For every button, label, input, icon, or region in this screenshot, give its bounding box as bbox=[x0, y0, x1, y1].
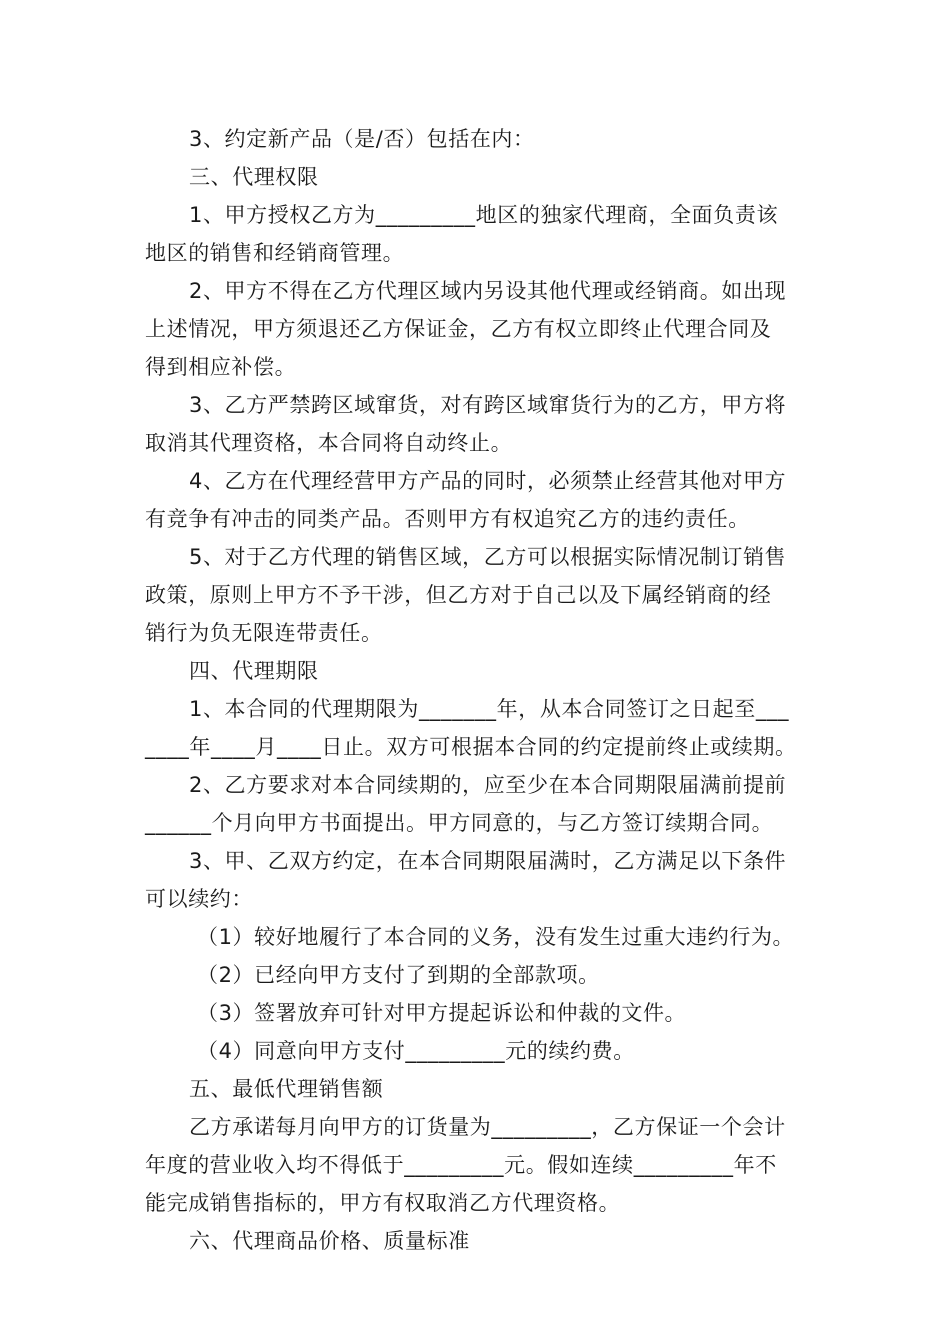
text-line: 年度的营业收入均不得低于_________元。假如连续_________年不 bbox=[145, 1153, 777, 1177]
text-line: 2、乙方要求对本合同续期的，应至少在本合同期限届满前提前 bbox=[189, 773, 787, 797]
list-item: （4）同意向甲方支付_________元的续约费。 bbox=[197, 1039, 635, 1063]
list-item: （3）签署放弃可针对甲方提起诉讼和仲裁的文件。 bbox=[197, 1001, 687, 1025]
text-line: 有竞争有冲击的同类产品。否则甲方有权追究乙方的违约责任。 bbox=[145, 507, 750, 531]
text-line: 可以续约： bbox=[145, 887, 253, 911]
section-heading: 五、最低代理销售额 bbox=[189, 1077, 384, 1101]
text-line: 1、本合同的代理期限为_______年，从本合同签订之日起至___ bbox=[189, 697, 790, 721]
text-line: 1、甲方授权乙方为_________地区的独家代理商，全面负责该 bbox=[189, 203, 779, 227]
text-line: 地区的销售和经销商管理。 bbox=[145, 241, 405, 265]
text-line: 取消其代理资格，本合同将自动终止。 bbox=[145, 431, 513, 455]
text-line: 得到相应补偿。 bbox=[145, 355, 297, 379]
text-line: 4、乙方在代理经营甲方产品的同时，必须禁止经营其他对甲方 bbox=[189, 469, 787, 493]
text-line: 政策，原则上甲方不予干涉，但乙方对于自己以及下属经销商的经 bbox=[145, 583, 772, 607]
text-line: 能完成销售指标的，甲方有权取消乙方代理资格。 bbox=[145, 1191, 621, 1215]
section-heading: 四、代理期限 bbox=[189, 659, 319, 683]
text-line: 乙方承诺每月向甲方的订货量为_________，乙方保证一个会计 bbox=[189, 1115, 786, 1139]
section-heading: 三、代理权限 bbox=[189, 165, 319, 189]
text-line: 3、乙方严禁跨区域窜货，对有跨区域窜货行为的乙方，甲方将 bbox=[189, 393, 787, 417]
document-body bbox=[145, 120, 807, 1260]
list-item: （2）已经向甲方支付了到期的全部款项。 bbox=[197, 963, 600, 987]
text-line: 2、甲方不得在乙方代理区域内另设其他代理或经销商。如出现 bbox=[189, 279, 787, 303]
text-line: ____年____月____日止。双方可根据本合同的约定提前终止或续期。 bbox=[145, 735, 797, 759]
text-line: ______个月向甲方书面提出。甲方同意的，与乙方签订续期合同。 bbox=[145, 811, 774, 835]
text-line: 3、约定新产品（是/否）包括在内： bbox=[189, 127, 535, 151]
text-line: 上述情况，甲方须退还乙方保证金，乙方有权立即终止代理合同及 bbox=[145, 317, 772, 341]
text-line: 5、对于乙方代理的销售区域，乙方可以根据实际情况制订销售 bbox=[189, 545, 787, 569]
section-heading: 六、代理商品价格、质量标准 bbox=[189, 1229, 470, 1253]
text-line: 销行为负无限连带责任。 bbox=[145, 621, 383, 645]
list-item: （1）较好地履行了本合同的义务，没有发生过重大违约行为。 bbox=[197, 925, 795, 949]
text-line: 3、甲、乙双方约定，在本合同期限届满时，乙方满足以下条件 bbox=[189, 849, 787, 873]
